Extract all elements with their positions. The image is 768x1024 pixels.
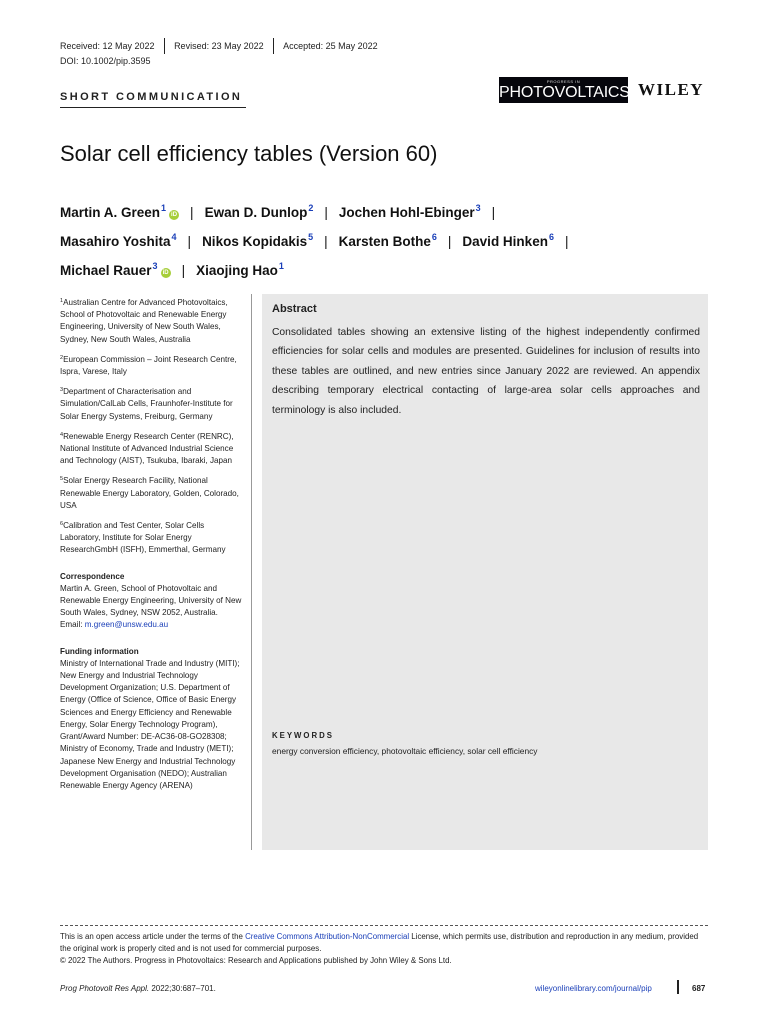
- email-link[interactable]: m.green@unsw.edu.au: [84, 620, 169, 630]
- affiliation-text: Department of Characterisation and Simulation/CalLab Cells, Fraunhofer-Institute for Solar Energy Systems, Freiburg, Germany: [60, 387, 233, 421]
- section-label: SHORT COMMUNICATION: [60, 91, 243, 103]
- keywords-heading: KEYWORDS: [272, 731, 334, 740]
- copyright-notice: © 2022 The Authors. Progress in Photovoltaics: Research and Applications published by John Wiley & Sons Ltd.: [60, 956, 452, 966]
- author-affiliation-ref[interactable]: 4: [171, 232, 177, 242]
- affiliation: [60, 473, 246, 512]
- author-affiliation-ref[interactable]: 3: [475, 203, 481, 213]
- author[interactable]: [60, 263, 158, 278]
- license-notice: [60, 931, 710, 968]
- funding-heading: Funding information: [60, 646, 139, 656]
- correspondence-heading: Correspondence: [60, 571, 125, 581]
- author-separator: |: [447, 234, 452, 249]
- doi[interactable]: DOI: 10.1002/pip.3595: [60, 56, 151, 66]
- email-label: Email:: [60, 620, 85, 630]
- author-affiliation-ref[interactable]: 5: [308, 232, 314, 242]
- author[interactable]: [205, 205, 314, 220]
- keywords-text: energy conversion efficiency, photovoltaic efficiency, solar cell efficiency: [272, 746, 538, 756]
- author-affiliation-ref[interactable]: 6: [431, 232, 437, 242]
- journal-abbrev: Prog Photovolt Res Appl.: [60, 984, 150, 993]
- affiliation-number: 2: [60, 354, 64, 361]
- author-line: [60, 254, 700, 283]
- affiliation: [60, 352, 246, 378]
- author[interactable]: [339, 234, 437, 249]
- correspondence-email-line: [60, 619, 246, 631]
- author-affiliation-ref[interactable]: 2: [308, 203, 314, 213]
- author-affiliation-ref[interactable]: 1: [278, 261, 284, 271]
- author-separator: |: [564, 234, 569, 249]
- affiliation-number: 6: [60, 521, 64, 528]
- author-name: Martin A. Green: [60, 205, 161, 220]
- received-date: Received: 12 May 2022: [60, 41, 155, 51]
- author-separator: |: [187, 234, 192, 249]
- affiliation-number: 1: [60, 298, 64, 304]
- journal-logo-name: PHOTOVOLTAICS: [499, 84, 630, 101]
- page-number: 687: [692, 984, 706, 993]
- author-name: Xiaojing Hao: [196, 263, 278, 278]
- abstract-text: Consolidated tables showing an extensive listing of the highest independently confirmed efficiencies for solar cells and modules are presented. Guidelines for inclusion of results into these tables are outlined, and new entries since January 2022 are reviewed. An appendix describing temporary electrical contacting of large-area solar cells approaches and terminology is also included.: [272, 327, 700, 416]
- section-rule: [60, 107, 246, 108]
- affiliation-text: Renewable Energy Research Center (RENRC), National Institute of Advanced Industrial Science and Technology (AIST), Tsukuba, Ibaraki, Japan: [60, 431, 234, 466]
- author[interactable]: [339, 205, 481, 220]
- affiliation-number: 3: [60, 387, 64, 394]
- column-divider: [251, 294, 252, 850]
- orcid-icon[interactable]: iD: [171, 212, 178, 218]
- author-affiliation-ref[interactable]: 1: [161, 203, 167, 213]
- author-name: Ewan D. Dunlop: [204, 205, 308, 220]
- journal-logo[interactable]: [499, 77, 628, 103]
- revised-date: Revised: 23 May 2022: [174, 41, 264, 51]
- affiliation: [60, 295, 246, 346]
- date-separator: [164, 38, 166, 54]
- author[interactable]: [462, 234, 554, 249]
- author[interactable]: [60, 205, 166, 220]
- journal-logo-small: PROGRESS IN: [546, 79, 581, 84]
- author-name: Karsten Bothe: [338, 234, 431, 249]
- author-line: [60, 196, 700, 225]
- volume-pages: 2022;30:687–701.: [149, 984, 216, 993]
- article-dates: [60, 38, 378, 54]
- funding-text: Ministry of International Trade and Industry (MITI); New Energy and Industrial Technology Development Organization; U.S. Department of Energy (Office of Science, Office of Basic Energy Sciences and Energy Efficiency and Renewable Energy, Solar Energy Technology Program), Grant/Award Number: DE-AC36-08-GO28308; Ministry of Economy, Trade and Industry (METI); Japanese New Energy and Industrial Technology Development Organisation (NEDO); Australian Renewable Energy Agency (ARENA): [60, 658, 240, 790]
- article-title: Solar cell efficiency tables (Version 60): [60, 141, 438, 166]
- author-name: Nikos Kopidakis: [202, 234, 308, 249]
- footer-divider: [60, 925, 708, 926]
- correspondence-text: Martin A. Green, School of Photovoltaic and Renewable Energy Engineering, University of New South Wales, Sydney, NSW 2052, Australia.: [60, 583, 242, 618]
- affiliation-text: Australian Centre for Advanced Photovoltaics, School of Photovoltaic and Renewable Energy Engineering, University of New South Wales, Sydney, New South Wales, Australia: [60, 298, 228, 344]
- citation: [60, 984, 216, 993]
- author-separator: |: [190, 205, 194, 220]
- affiliation-text: Solar Energy Research Facility, National Renewable Energy Laboratory, Golden, Colorado, USA: [60, 476, 239, 510]
- license-prefix: This is an open access article under the terms of the: [60, 932, 246, 941]
- author-separator: |: [324, 234, 328, 249]
- author-name: Jochen Hohl-Ebinger: [338, 205, 475, 220]
- affiliation: [60, 429, 246, 468]
- publisher-logo[interactable]: WILEY: [638, 80, 705, 99]
- author-separator: |: [491, 205, 496, 220]
- license-suffix: License, which permits use, distribution and reproduction in any medium, provided the original work is properly cited and is not used for commercial purposes.: [60, 932, 699, 954]
- article-info-column: [60, 295, 246, 792]
- author[interactable]: [60, 234, 177, 249]
- affiliation-number: 4: [60, 431, 64, 438]
- orcid-icon[interactable]: iD: [162, 270, 169, 276]
- author-separator: |: [181, 263, 186, 278]
- author-affiliation-ref[interactable]: 3: [152, 261, 158, 271]
- author-line: [60, 225, 700, 254]
- license-link[interactable]: Creative Commons Attribution-NonCommercial: [245, 932, 410, 941]
- affiliation: [60, 518, 246, 557]
- journal-url-link[interactable]: wileyonlinelibrary.com/journal/pip: [535, 984, 652, 993]
- affiliation-text: European Commission – Joint Research Centre, Ispra, Varese, Italy: [60, 354, 237, 377]
- abstract-box: [262, 294, 708, 850]
- author-name: Michael Rauer: [60, 263, 152, 278]
- author-list: [60, 196, 700, 283]
- author-name: David Hinken: [462, 234, 548, 249]
- author-name: Masahiro Yoshita: [60, 234, 171, 249]
- author-separator: |: [324, 205, 328, 220]
- abstract-heading: Abstract: [272, 303, 317, 315]
- footer-separator: [677, 980, 679, 994]
- affiliation-text: Calibration and Test Center, Solar Cells Laboratory, Institute for Solar Energy ResearchGmbH (ISFH), Emmerthal, Germany: [60, 521, 226, 555]
- author[interactable]: [202, 234, 313, 249]
- affiliation-number: 5: [60, 476, 64, 483]
- author-affiliation-ref[interactable]: 6: [548, 232, 554, 242]
- author[interactable]: [196, 263, 284, 278]
- date-separator: [273, 38, 275, 54]
- accepted-date: Accepted: 25 May 2022: [283, 41, 378, 51]
- affiliation: [60, 384, 246, 423]
